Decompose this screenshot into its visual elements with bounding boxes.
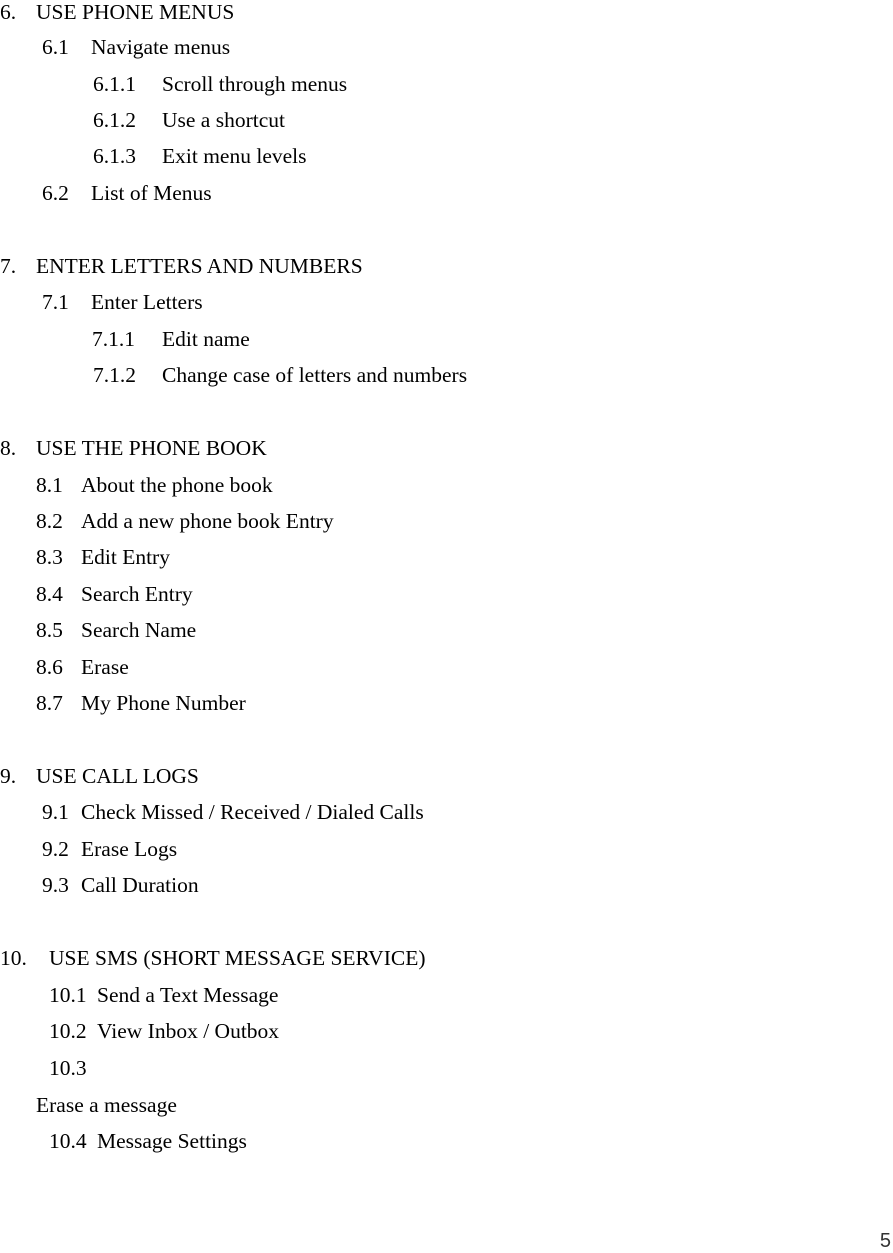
toc-title: Check Missed / Received / Dialed Calls	[81, 800, 424, 824]
toc-title: Navigate menus	[91, 35, 231, 59]
toc-entry	[0, 436, 267, 460]
toc-number: 9.	[0, 764, 17, 788]
toc-entry	[93, 144, 307, 168]
toc-title: USE SMS (SHORT MESSAGE SERVICE)	[49, 946, 426, 970]
toc-number: 8.6	[36, 655, 63, 679]
toc-entry	[42, 35, 230, 59]
toc-title: Call Duration	[81, 873, 199, 897]
toc-number: 10.1	[49, 983, 87, 1007]
toc-number: 6.1	[42, 35, 69, 59]
toc-number: 6.	[0, 0, 17, 24]
toc-number: 8.4	[36, 582, 63, 606]
toc-entry	[0, 764, 199, 788]
toc-entry	[49, 1129, 247, 1153]
toc-title: About the phone book	[81, 473, 273, 497]
toc-number: 10.2	[49, 1019, 87, 1043]
toc-number: 7.1.1	[92, 327, 135, 351]
toc-title: Edit name	[162, 327, 250, 351]
toc-number: 6.1.3	[93, 144, 136, 168]
toc-entry	[92, 327, 250, 351]
toc-entry	[49, 1019, 279, 1043]
toc-entry	[93, 108, 285, 132]
toc-number: 9.3	[42, 873, 69, 897]
toc-title: List of Menus	[91, 181, 212, 205]
toc-title: Message Settings	[97, 1129, 247, 1153]
toc-title: Erase Logs	[81, 837, 178, 861]
toc-title: Change case of letters and numbers	[162, 363, 468, 387]
toc-title: USE CALL LOGS	[36, 764, 199, 788]
toc-title: Enter Letters	[91, 290, 203, 314]
toc-number: 8.7	[36, 691, 63, 715]
toc-number: 8.	[0, 436, 17, 460]
toc-entry	[49, 1056, 97, 1080]
toc-number: 8.1	[36, 473, 63, 497]
toc-title: View Inbox / Outbox	[97, 1019, 280, 1043]
toc-title: Add a new phone book Entry	[81, 509, 334, 533]
toc-entry	[0, 254, 363, 278]
toc-entry	[36, 1093, 177, 1117]
toc-title: USE THE PHONE BOOK	[36, 436, 267, 460]
toc-number: 10.3	[49, 1056, 87, 1080]
toc-number: 7.1	[42, 290, 69, 314]
toc-title: Edit Entry	[81, 545, 170, 569]
toc-number: 7.	[0, 254, 17, 278]
toc-number: 10.	[0, 946, 27, 970]
toc-title: Search Entry	[81, 582, 193, 606]
toc-entry	[36, 618, 196, 642]
toc-number: 8.2	[36, 509, 63, 533]
toc-title: My Phone Number	[81, 691, 246, 715]
toc-number: 6.1.2	[93, 108, 136, 132]
toc-entry	[36, 545, 170, 569]
toc-entry	[42, 873, 199, 897]
toc-entry	[0, 0, 234, 24]
toc-title: USE PHONE MENUS	[36, 0, 235, 24]
toc-entry	[0, 946, 426, 970]
toc-entry	[36, 582, 193, 606]
toc-title: Scroll through menus	[162, 72, 348, 96]
page-number: 5	[879, 1230, 891, 1252]
toc-entry	[49, 983, 278, 1007]
toc-title: Use a shortcut	[162, 108, 285, 132]
toc-title: Erase	[81, 655, 129, 679]
toc-title: Search Name	[81, 618, 197, 642]
toc-entry	[93, 72, 347, 96]
toc-entry	[36, 509, 334, 533]
toc-entry	[36, 655, 129, 679]
toc-title: ENTER LETTERS AND NUMBERS	[36, 254, 363, 278]
toc-number: 10.4	[49, 1129, 87, 1153]
toc-title: Erase a message	[36, 1093, 177, 1117]
toc-number: 9.1	[42, 800, 69, 824]
toc-entry	[36, 473, 273, 497]
toc-number: 8.5	[36, 618, 63, 642]
toc-entry	[42, 837, 177, 861]
toc-entry	[42, 181, 212, 205]
toc-number: 6.1.1	[93, 72, 136, 96]
toc-entry	[42, 800, 424, 824]
toc-title: Exit menu levels	[162, 144, 307, 168]
toc-title: Send a Text Message	[97, 983, 279, 1007]
toc-number: 9.2	[42, 837, 69, 861]
toc-entry	[36, 691, 246, 715]
toc-number: 7.1.2	[93, 363, 136, 387]
toc-number: 8.3	[36, 545, 63, 569]
toc-number: 6.2	[42, 181, 69, 205]
toc-entry	[93, 363, 467, 387]
toc-entry	[42, 290, 203, 314]
